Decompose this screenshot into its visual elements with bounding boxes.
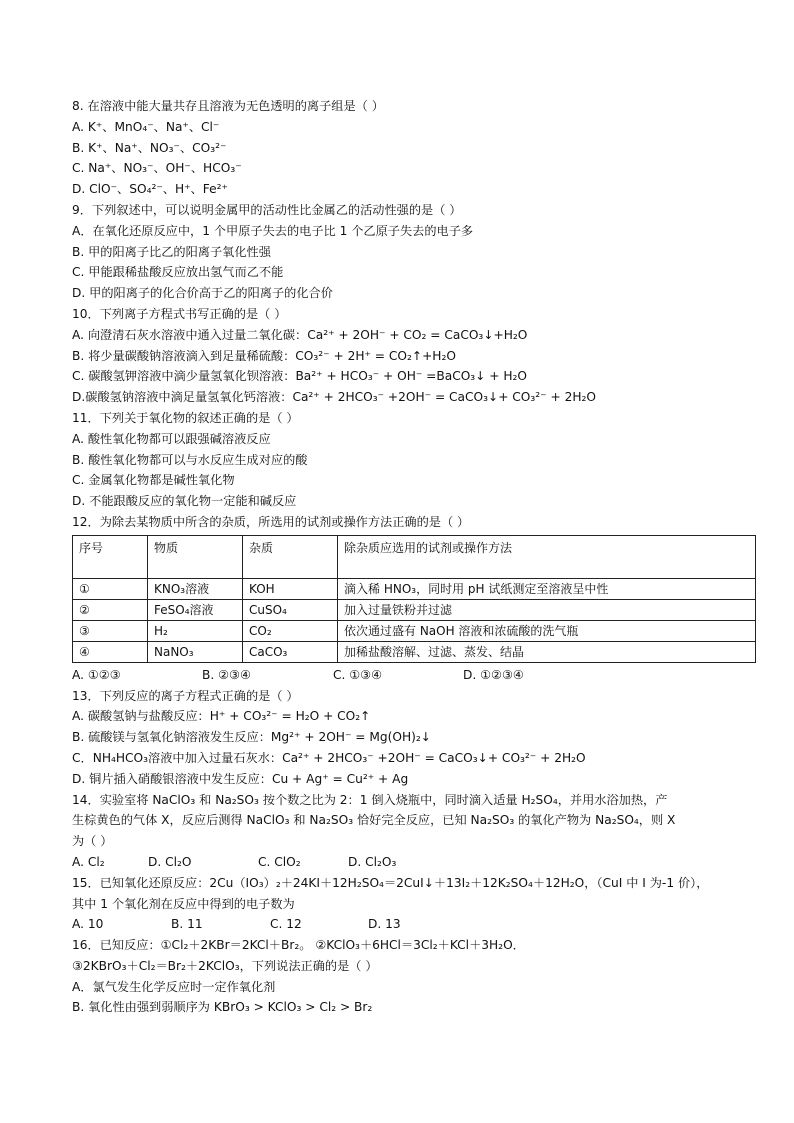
question-stem: 9．下列叙述中，可以说明金属甲的活动性比金属乙的活动性强的是（ ） xyxy=(72,202,462,217)
options-row xyxy=(72,852,732,873)
exam-page xyxy=(72,96,732,1018)
option-d: D. 铜片插入硝酸银溶液中发生反应：Cu + Ag⁺ = Cu²⁺ + Ag xyxy=(72,771,409,786)
option-b: D. Cl₂O xyxy=(148,854,192,869)
options-row xyxy=(72,914,732,935)
option-b: B. 硫酸镁与氢氧化钠溶液发生反应：Mg²⁺ + 2OH⁻ = Mg(OH)₂↓ xyxy=(72,730,431,745)
option-d: D. 不能跟酸反应的氧化物一定能和碱反应 xyxy=(72,494,297,509)
table-row xyxy=(73,578,756,599)
option-a: A. 碳酸氢钠与盐酸反应：H⁺ + CO₃²⁻ = H₂O + CO₂↑ xyxy=(72,709,371,724)
table-cell: KNO₃溶液 xyxy=(148,578,243,599)
table-cell: ① xyxy=(73,578,148,599)
option-b: B. 将少量碳酸钠溶液滴入到足量稀硫酸：CO₃²⁻ + 2H⁺ = CO₂↑+H₂O xyxy=(72,348,456,363)
table-cell: 依次通过盛有 NaOH 溶液和浓硫酸的洗气瓶 xyxy=(338,620,756,641)
option-c: C. ①③④ xyxy=(333,667,383,682)
table-row xyxy=(73,641,756,662)
header-cell: 除杂质应选用的试剂或操作方法 xyxy=(338,535,756,578)
table-row xyxy=(73,599,756,620)
question-stem-line: 为（ ） xyxy=(72,834,113,849)
table-cell: ② xyxy=(73,599,148,620)
table-cell: CO₂ xyxy=(243,620,338,641)
options-row xyxy=(72,665,732,686)
question-stem-line: 16．已知反应：①Cl₂＋2KBr＝2KCl＋Br₂。 ②KClO₃＋6HCl＝3Cl₂＋KCl＋3H₂O． xyxy=(72,938,525,953)
table-cell: KOH xyxy=(243,578,338,599)
option-a: A．在氧化还原反应中，1 个甲原子失去的电子比 1 个乙原子失去的电子多 xyxy=(72,223,474,238)
question-stem: 11．下列关于氧化物的叙述正确的是（ ） xyxy=(72,410,299,425)
table-cell: 加稀盐酸溶解、过滤、蒸发、结晶 xyxy=(338,641,756,662)
option-c: C. ClO₂ xyxy=(258,854,301,869)
table-cell: FeSO₄溶液 xyxy=(148,599,243,620)
option-d: D. 13 xyxy=(368,917,401,932)
option-a: A. ①②③ xyxy=(72,667,121,682)
option-a: A. 酸性氧化物都可以跟强碱溶液反应 xyxy=(72,431,271,446)
table-row xyxy=(73,620,756,641)
question-stem: 12．为除去某物质中所含的杂质，所选用的试剂或操作方法正确的是（ ） xyxy=(72,514,470,529)
option-b: B. ②③④ xyxy=(202,667,251,682)
option-d: D. ①②③④ xyxy=(463,667,524,682)
question-13 xyxy=(72,686,732,790)
reagent-table xyxy=(72,535,756,663)
question-16 xyxy=(72,935,732,1018)
question-stem: 13．下列反应的离子方程式正确的是（ ） xyxy=(72,688,299,703)
question-9 xyxy=(72,200,732,304)
question-11 xyxy=(72,408,732,512)
question-stem: 10．下列离子方程式书写正确的是（ ） xyxy=(72,306,287,321)
option-a: A. 10 xyxy=(72,917,104,932)
question-14 xyxy=(72,790,732,873)
table-cell: 滴入稀 HNO₃，同时用 pH 试纸测定至溶液呈中性 xyxy=(338,578,756,599)
question-10 xyxy=(72,304,732,408)
question-8 xyxy=(72,96,732,200)
option-c: C. 12 xyxy=(270,917,302,932)
question-stem-line: ③2KBrO₃＋Cl₂＝Br₂＋2KClO₃，下列说法正确的是（ ） xyxy=(72,958,378,973)
question-15 xyxy=(72,873,732,935)
option-d: D. Cl₂O₃ xyxy=(348,854,397,869)
option-d: D. 甲的阳离子的化合价高于乙的阳离子的化合价 xyxy=(72,286,333,301)
table-header-row xyxy=(73,535,756,578)
option-c: C. 碳酸氢钾溶液中滴少量氢氧化钡溶液：Ba²⁺ + HCO₃⁻ + OH⁻ =BaCO₃↓ + H₂O xyxy=(72,369,528,384)
question-stem-line: 生棕黄色的气体 X，反应后测得 NaClO₃ 和 Na₂SO₃ 恰好完全反应，已知 Na₂SO₃ 的氧化产物为 Na₂SO₄，则 X xyxy=(72,813,676,828)
question-stem: 8. 在溶液中能大量共存且溶液为无色透明的离子组是（ ） xyxy=(72,99,384,113)
option-d: D.碳酸氢钠溶液中滴足量氢氧化钙溶液：Ca²⁺ + 2HCO₃⁻ +2OH⁻ = CaCO₃↓+ CO₃²⁻ + 2H₂O xyxy=(72,390,596,405)
table-cell: H₂ xyxy=(148,620,243,641)
option-a: A. Cl₂ xyxy=(72,854,105,869)
option-a: A. K⁺、MnO₄⁻、Na⁺、Cl⁻ xyxy=(72,119,220,134)
table-cell: 加入过量铁粉并过滤 xyxy=(338,599,756,620)
table-cell: CuSO₄ xyxy=(243,599,338,620)
question-stem-line: 其中 1 个氧化剂在反应中得到的电子数为 xyxy=(72,896,295,911)
question-stem-line: 14．实验室将 NaClO₃ 和 Na₂SO₃ 按个数之比为 2：1 倒入烧瓶中，同时滴入适量 H₂SO₄，并用水浴加热，产 xyxy=(72,792,668,807)
option-b: B. 甲的阳离子比乙的阳离子氧化性强 xyxy=(72,244,271,259)
header-cell: 物质 xyxy=(148,535,243,578)
table-cell: ④ xyxy=(73,641,148,662)
question-stem-line: 15．已知氧化还原反应：2Cu（IO₃）₂＋24KI＋12H₂SO₄＝2CuI↓＋13I₂＋12K₂SO₄＋12H₂O，（CuI 中 I 为-1 价）， xyxy=(72,875,709,890)
option-c: C. 甲能跟稀盐酸反应放出氢气而乙不能 xyxy=(72,265,284,280)
header-cell: 杂质 xyxy=(243,535,338,578)
question-12 xyxy=(72,512,732,686)
table-cell: ③ xyxy=(73,620,148,641)
option-b: B. 氧化性由强到弱顺序为 KBrO₃ > KClO₃ > Cl₂ > Br₂ xyxy=(72,1000,373,1015)
option-d: D. ClO⁻、SO₄²⁻、H⁺、Fe²⁺ xyxy=(72,182,228,197)
table-cell: NaNO₃ xyxy=(148,641,243,662)
header-cell: 序号 xyxy=(73,535,148,578)
option-c: C. 金属氧化物都是碱性氧化物 xyxy=(72,473,235,488)
option-b: B. 11 xyxy=(171,917,203,932)
option-a: A. 向澄清石灰水溶液中通入过量二氧化碳：Ca²⁺ + 2OH⁻ + CO₂ = CaCO₃↓+H₂O xyxy=(72,327,528,342)
option-c: C. Na⁺、NO₃⁻、OH⁻、HCO₃⁻ xyxy=(72,161,242,176)
table-cell: CaCO₃ xyxy=(243,641,338,662)
option-a: A．氯气发生化学反应时一定作氧化剂 xyxy=(72,979,276,994)
option-b: B. K⁺、Na⁺、NO₃⁻、CO₃²⁻ xyxy=(72,140,227,155)
option-c: C．NH₄HCO₃溶液中加入过量石灰水：Ca²⁺ + 2HCO₃⁻ +2OH⁻ = CaCO₃↓+ CO₃²⁻ + 2H₂O xyxy=(72,750,586,765)
option-b: B. 酸性氧化物都可以与水反应生成对应的酸 xyxy=(72,452,308,467)
